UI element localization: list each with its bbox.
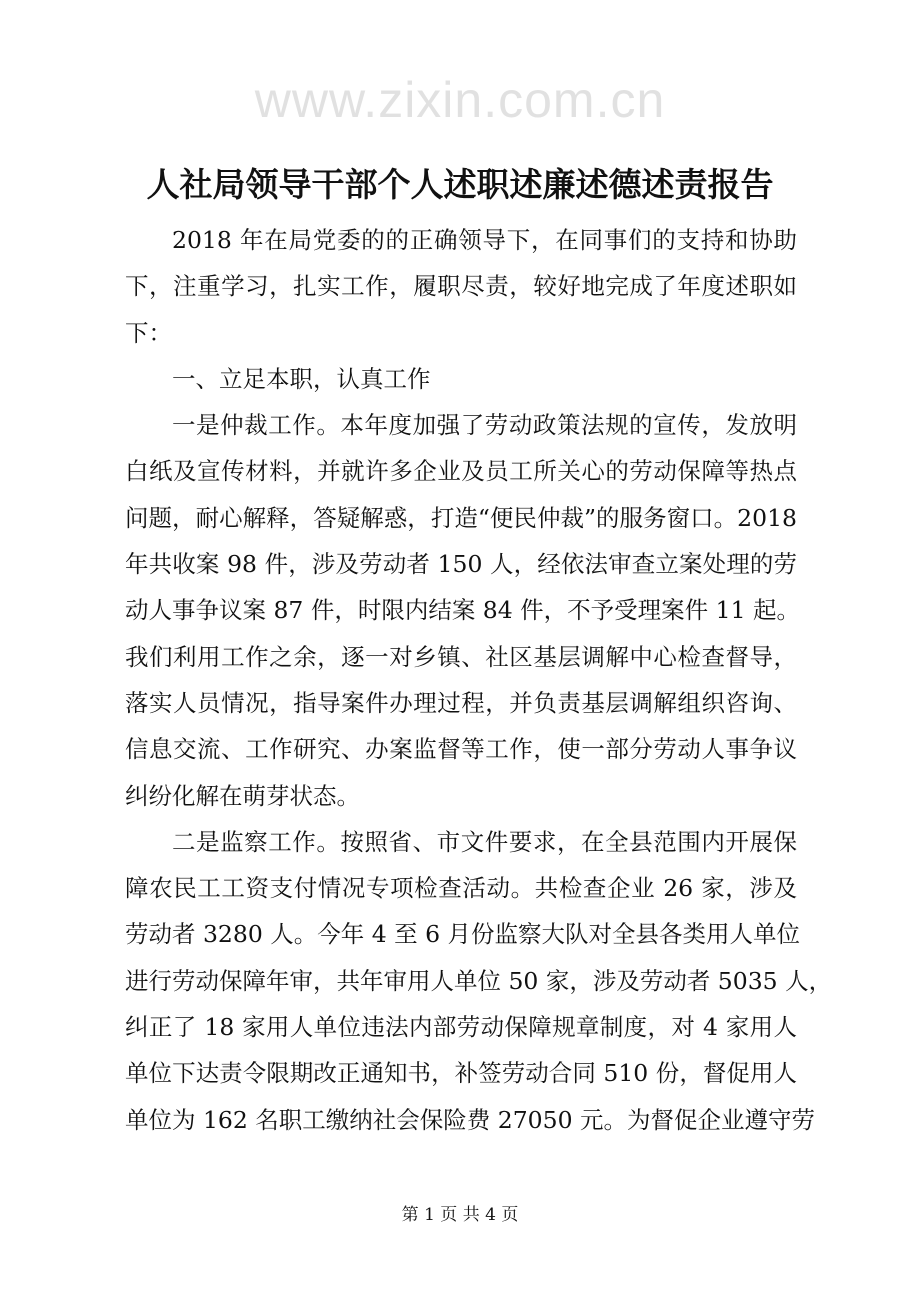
text-line: 问题，耐心解释，答疑解惑，打造“便民仲裁”的服务窗口。2018 — [125, 503, 797, 532]
document-title: 人社局领导干部个人述职述廉述德述责报告 — [146, 165, 774, 204]
text-line: 单位下达责令限期改正通知书，补签劳动合同 510 份，督促用人 — [125, 1059, 797, 1088]
text-line: 障农民工工资支付情况专项检查活动。共检查企业 26 家，涉及 — [125, 874, 797, 903]
text-line: 下： — [125, 318, 172, 347]
watermark: www.zixin.com.cn — [254, 72, 666, 128]
text-line: 落实人员情况，指导案件办理过程，并负责基层调解组织咨询、 — [125, 688, 797, 717]
page-footer: 第 1 页 共 4 页 — [401, 1205, 519, 1225]
document-body — [125, 217, 833, 1143]
text-line: 纠正了 18 家用人单位违法内部劳动保障规章制度，对 4 家用人 — [125, 1013, 797, 1042]
text-line: 信息交流、工作研究、办案监督等工作，使一部分劳动人事争议 — [125, 735, 797, 764]
text-line: 白纸及宣传材料，并就许多企业及员工所关心的劳动保障等热点 — [125, 457, 797, 486]
text-line: 单位为 162 名职工缴纳社会保险费 27050 元。为督促企业遵守劳 — [125, 1105, 815, 1134]
text-line: 劳动者 3280 人。今年 4 至 6 月份监察大队对全县各类用人单位 — [125, 920, 801, 949]
text-line: 年共收案 98 件，涉及劳动者 150 人，经依法审查立案处理的劳 — [125, 550, 797, 579]
text-line: 进行劳动保障年审，共年审用人单位 50 家，涉及劳动者 5035 人， — [125, 966, 833, 995]
text-line: 我们利用工作之余，逐一对乡镇、社区基层调解中心检查督导， — [125, 642, 797, 671]
text-line: 2018 年在局党委的的正确领导下，在同事们的支持和协助 — [172, 226, 797, 254]
text-line: 纠纷化解在萌芽状态。 — [125, 781, 360, 810]
text-line: 下，注重学习，扎实工作，履职尽责，较好地完成了年度述职如 — [125, 272, 797, 301]
text-line: 动人事争议案 87 件，时限内结案 84 件，不予受理案件 11 起。 — [125, 596, 801, 625]
text-line: 二是监察工作。按照省、市文件要求，在全县范围内开展保 — [172, 827, 797, 856]
text-line: 一、立足本职，认真工作 — [172, 364, 431, 393]
text-line: 一是仲裁工作。本年度加强了劳动政策法规的宣传，发放明 — [172, 411, 797, 440]
